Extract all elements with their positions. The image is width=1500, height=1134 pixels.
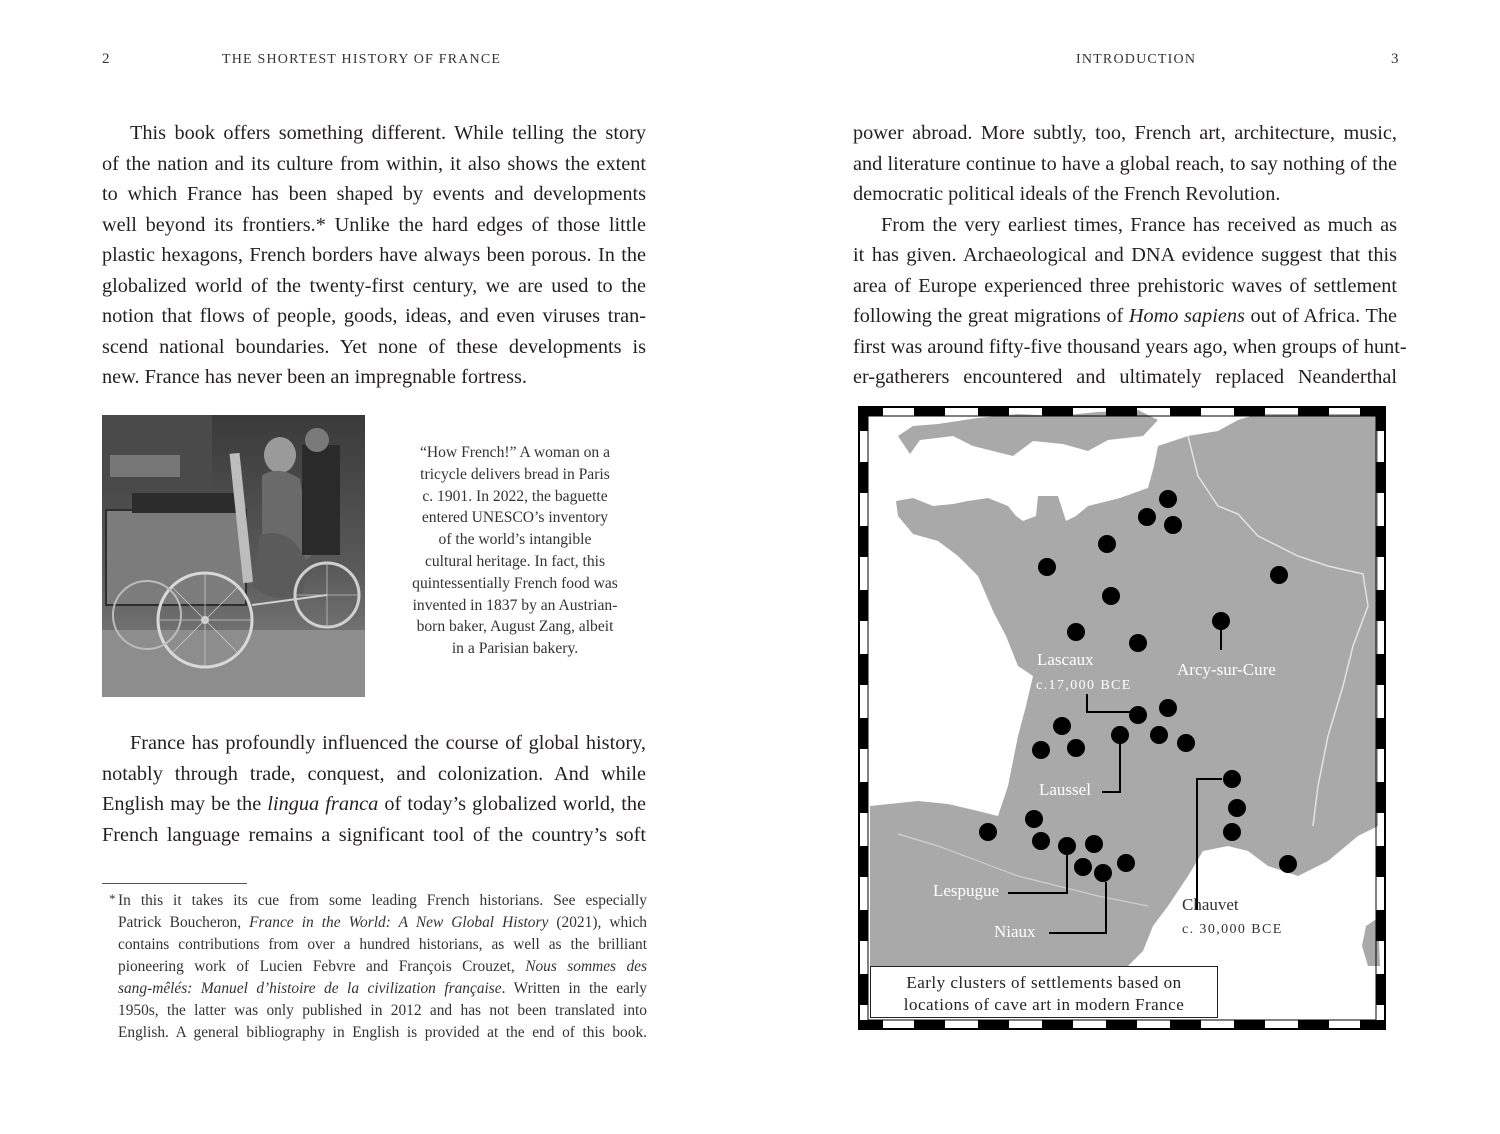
map-label-lascaux: Lascaux <box>1037 650 1094 669</box>
map-label-arcy-sur-cure: Arcy-sur-Cure <box>1177 660 1276 679</box>
text-line: well beyond its frontiers.* Unlike the hard edges of those little <box>102 213 646 236</box>
text-run: Patrick Boucheron, <box>118 914 250 931</box>
caption-line: tricycle delivers bread in Paris <box>420 465 610 483</box>
book-title: Nous sommes des <box>525 958 647 975</box>
map-label-lascaux-date: c.17,000 BCE <box>1036 678 1132 693</box>
running-head-left: THE SHORTEST HISTORY OF FRANCE <box>222 52 502 67</box>
text-run: English may be the <box>102 793 268 815</box>
text-line: democratic political ideals of the French Revolution. <box>853 183 1281 205</box>
map-label-lespugue: Lespugue <box>933 881 1000 900</box>
map-label-niaux: Niaux <box>994 922 1036 941</box>
caption-line: invented in 1837 by an Austrian- <box>412 596 618 614</box>
caption-line: c. 1901. In 2022, the baguette <box>422 487 608 505</box>
text-run: out of Africa. The <box>1244 305 1397 327</box>
caption-line: “How French!” A woman on a <box>419 444 611 461</box>
text-run: (2021), which <box>548 914 647 931</box>
text-line: power abroad. More subtly, too, French art, architecture, music, <box>853 122 1397 144</box>
text-line: to which France has been shaped by events and developments <box>102 183 646 205</box>
text-line: France has profoundly influenced the course of global history, <box>130 732 646 754</box>
photo-illustration <box>102 415 365 697</box>
footnote-line <box>102 956 647 978</box>
map-label-chauvet-date: c. 30,000 BCE <box>1182 922 1283 937</box>
text-line: and literature continue to have a global reach, to say nothing of the <box>853 152 1397 175</box>
text-line: scend national boundaries. Yet none of these developments is <box>102 335 646 358</box>
caption-line: in a Parisian bakery. <box>451 640 579 658</box>
footnote-rule <box>102 883 247 884</box>
text-line: globalized world of the twenty-first century, we are used to the <box>102 274 646 297</box>
caption-line: of the world’s intangible <box>438 531 592 549</box>
footnote-line <box>102 912 647 934</box>
legend-line: locations of cave art in modern France <box>903 995 1185 1014</box>
cave-art-map-france <box>858 406 1386 1030</box>
text-line: area of Europe experienced three prehistoric waves of settlement <box>853 274 1397 297</box>
footnote-marker: * <box>109 891 116 906</box>
running-head-right: INTRODUCTION <box>1076 52 1197 67</box>
map-graphic <box>858 406 1386 1030</box>
text-run: . Written in the early <box>501 980 647 997</box>
text-line: French language remains a significant tool of the country’s soft <box>102 823 646 846</box>
photo-caption <box>383 442 647 660</box>
text-run: pioneering work of Lucien Febvre and François Crouzet, <box>118 958 526 975</box>
footnote-line: 1950s, the latter was only published in 2012 and has not been translated into <box>118 1002 647 1019</box>
footnote-line: In this it takes its cue from some leading French historians. See especially <box>118 892 647 909</box>
footnote-line: English. A general bibliography in English is provided at the end of this book. <box>118 1024 647 1041</box>
italic-term: lingua franca <box>267 793 379 815</box>
text-run: of today’s globalized world, the <box>378 793 647 815</box>
england-landmass <box>898 410 1158 456</box>
body-paragraph-2-left <box>102 728 646 850</box>
italic-term: Homo sapiens <box>1128 305 1245 327</box>
text-line <box>853 301 1397 332</box>
page-number-right: 3 <box>1391 51 1399 67</box>
text-line: new. France has never been an impregnable fortress. <box>102 366 527 388</box>
footnote <box>102 890 647 1044</box>
text-line: notion that flows of people, goods, ideas, and even viruses tran- <box>102 305 646 327</box>
caption-line: cultural heritage. In fact, this <box>424 552 606 570</box>
footnote-line <box>102 978 647 1000</box>
map-legend <box>870 966 1218 1018</box>
historical-photo-bread-tricycle <box>102 415 365 697</box>
body-paragraph-1-right <box>853 118 1407 393</box>
book-title: sang-mêlés: Manuel d’histoire de la civilization française <box>118 980 502 997</box>
caption-line: born baker, August Zang, albeit <box>416 618 614 636</box>
text-line <box>102 789 646 820</box>
text-line: plastic hexagons, French borders have always been porous. In the <box>102 244 646 266</box>
page-number-left: 2 <box>102 51 110 67</box>
caption-line: quintessentially French food was <box>412 574 618 592</box>
caption-line: entered UNESCO’s inventory <box>421 509 609 527</box>
text-line: From the very earliest times, France has received as much as <box>881 213 1397 236</box>
text-line: This book offers something different. While telling the story <box>130 122 646 144</box>
text-line: notably through trade, conquest, and colonization. And while <box>102 762 646 785</box>
footnote-line: contains contributions from over a hundred historians, as well as the brilliant <box>118 936 647 953</box>
book-title: France in the World: A New Global History <box>249 914 549 931</box>
legend-line: Early clusters of settlements based on <box>906 973 1182 992</box>
text-run: following the great migrations of <box>853 305 1129 327</box>
text-line: first was around fifty-five thousand years ago, when groups of hunt- <box>853 335 1407 358</box>
text-line: it has given. Archaeological and DNA evidence suggest that this <box>853 244 1397 266</box>
map-label-laussel: Laussel <box>1039 780 1091 799</box>
map-label-chauvet: Chauvet <box>1182 895 1239 914</box>
body-paragraph-1-left <box>102 118 646 393</box>
text-line: er-gatherers encountered and ultimately replaced Neanderthal <box>853 366 1397 388</box>
text-line: of the nation and its culture from within, it also shows the extent <box>102 152 646 175</box>
